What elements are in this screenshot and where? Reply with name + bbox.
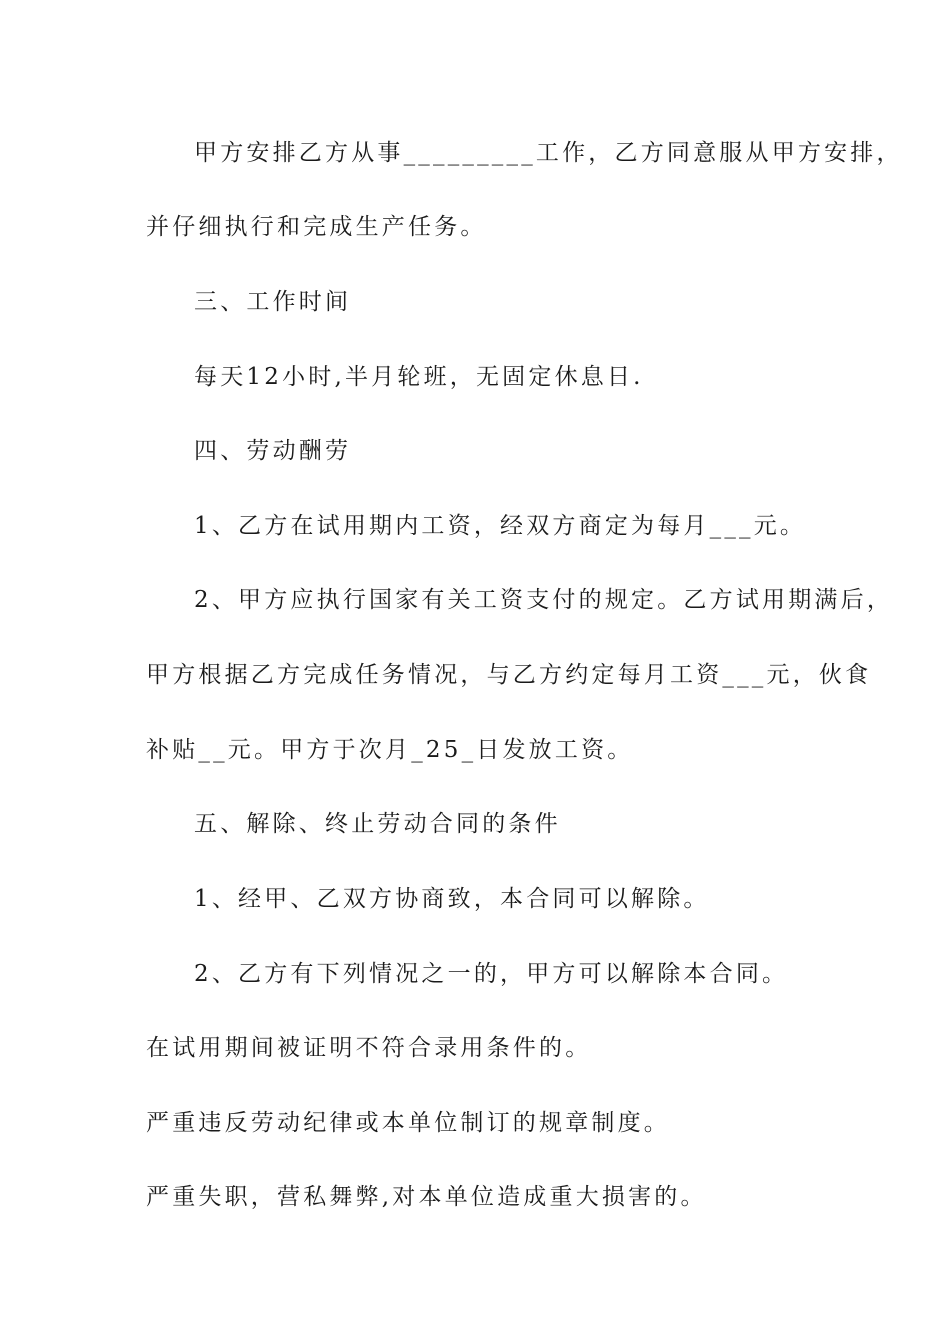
paragraph-work-hours: 每天12小时,半月轮班，无固定休息日. xyxy=(194,364,644,390)
list-item-serious-misconduct: 严重失职，营私舞弊,对本单位造成重大损害的。 xyxy=(146,1184,707,1210)
paragraph-work-assignment: 甲方安排乙方从事_________工作，乙方同意服从甲方安排， xyxy=(194,140,903,166)
paragraph-work-assignment-continued: 并仔细执行和完成生产任务。 xyxy=(146,214,487,240)
paragraph-salary-rules-continued: 甲方根据乙方完成任务情况，与乙方约定每月工资___元，伙食 xyxy=(146,662,872,688)
paragraph-salary-rules: 2、甲方应执行国家有关工资支付的规定。乙方试用期满后， xyxy=(194,587,894,613)
list-item-probation-failure: 在试用期间被证明不符合录用条件的。 xyxy=(146,1035,592,1061)
section-heading-remuneration: 四、劳动酬劳 xyxy=(194,438,352,464)
paragraph-probation-salary: 1、乙方在试用期内工资，经双方商定为每月___元。 xyxy=(194,513,807,539)
section-heading-termination: 五、解除、终止劳动合同的条件 xyxy=(194,811,561,837)
paragraph-payday: 补贴__元。甲方于次月_25_日发放工资。 xyxy=(146,737,634,763)
paragraph-termination-conditions: 2、乙方有下列情况之一的，甲方可以解除本合同。 xyxy=(194,961,789,987)
section-heading-work-hours: 三、工作时间 xyxy=(194,289,352,315)
list-item-discipline-violation: 严重违反劳动纪律或本单位制订的规章制度。 xyxy=(146,1110,670,1136)
paragraph-mutual-termination: 1、经甲、乙双方协商致，本合同可以解除。 xyxy=(194,886,710,912)
